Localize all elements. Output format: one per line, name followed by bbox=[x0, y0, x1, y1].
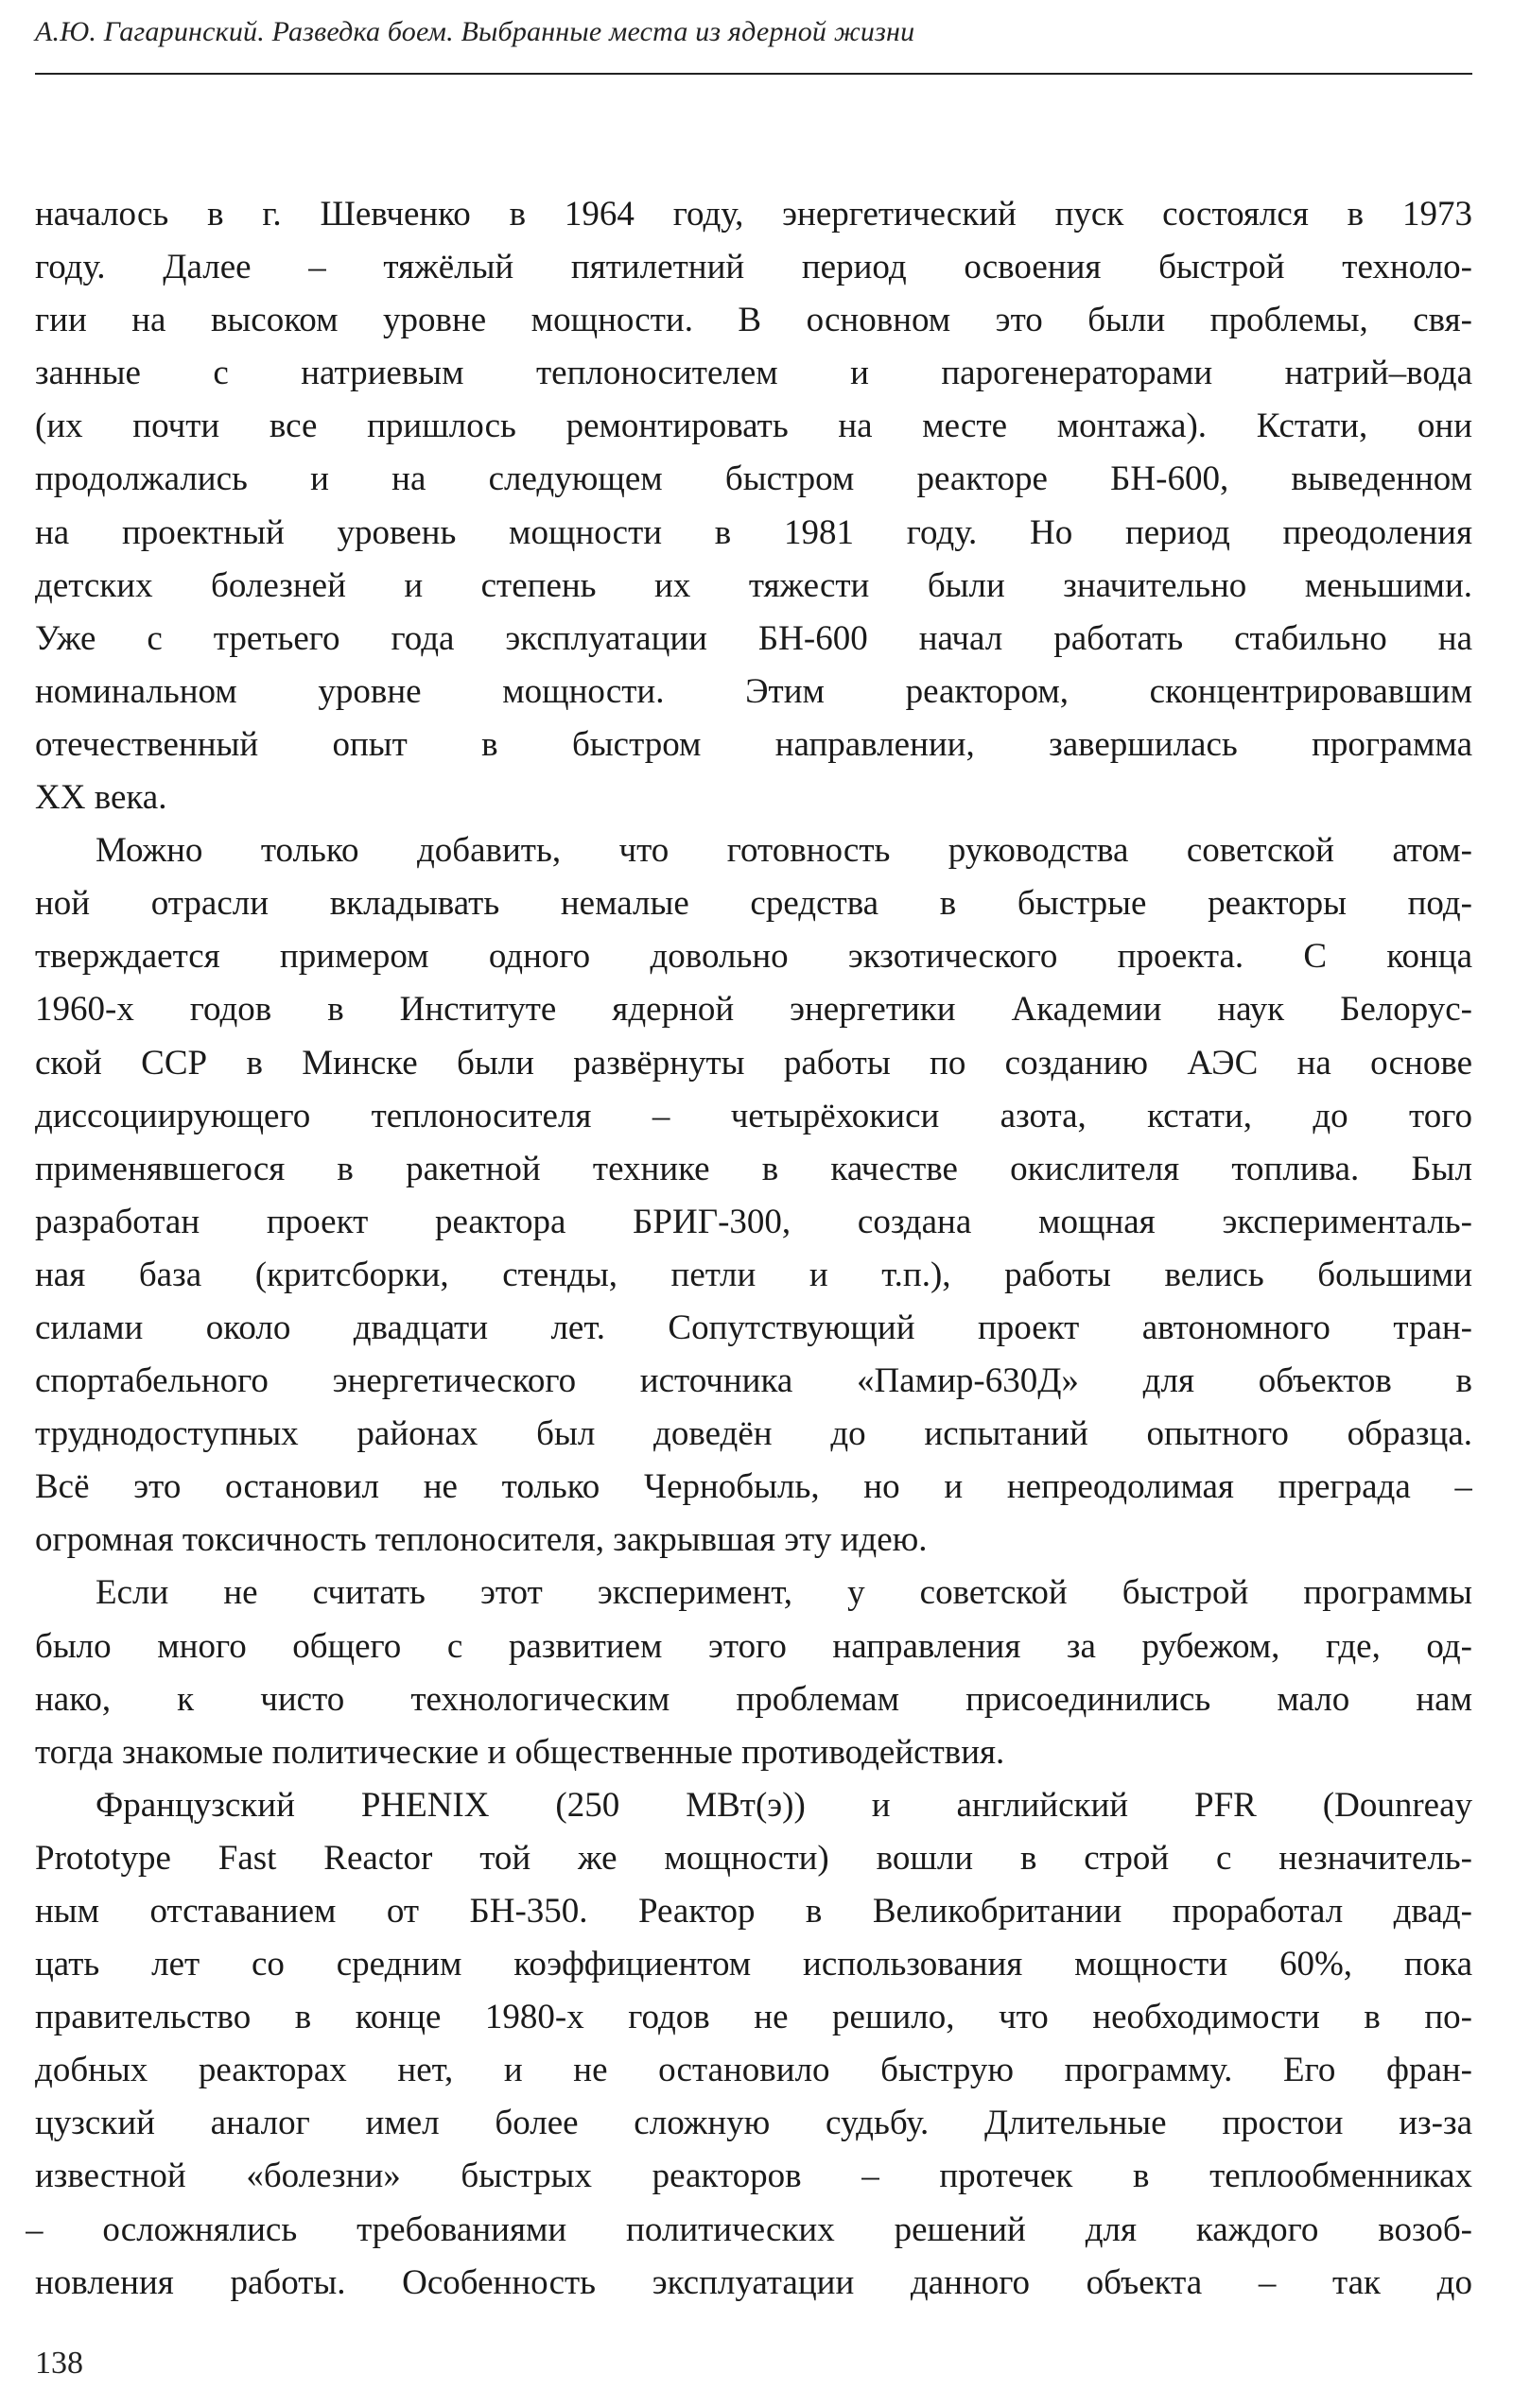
text-line: Можно только добавить, что готовность руководства советской атом- bbox=[96, 831, 1472, 871]
text-line: известной «болезни» быстрых реакторов – протечек в теплообменниках bbox=[35, 2157, 1472, 2196]
text-line: нако, к чисто технологическим проблемам присоединились мало нам bbox=[35, 1679, 1472, 1719]
text-line: ным отставанием от БН-350. Реактор в Великобритании проработал двад- bbox=[35, 1892, 1472, 1931]
text-line: Prototype Fast Reactor той же мощности) вошли в строй с незначитель- bbox=[35, 1838, 1472, 1878]
text-line: Всё это остановил не только Чернобыль, но и непреодолимая преграда – bbox=[35, 1467, 1472, 1507]
text-line: новления работы. Особенность эксплуатации данного объекта – так до bbox=[35, 2262, 1472, 2302]
running-header: А.Ю. Гагаринский. Разведка боем. Выбранные места из ядерной жизни bbox=[35, 16, 915, 47]
text-line: занные с натриевым теплоносителем и парогенераторами натрий–вода bbox=[35, 354, 1472, 393]
text-line: тогда знакомые политические и общественные противодействия. bbox=[35, 1732, 1005, 1772]
text-line: труднодоступных районах был доведён до испытаний опытного образца. bbox=[35, 1414, 1472, 1454]
text-line: (их почти все пришлось ремонтировать на месте монтажа). Кстати, они bbox=[35, 407, 1472, 446]
text-line: гии на высоком уровне мощности. В основном это были проблемы, свя- bbox=[35, 301, 1472, 340]
text-line: было много общего с развитием этого направления за рубежом, где, од- bbox=[35, 1626, 1472, 1666]
text-line: тверждается примером одного довольно экзотического проекта. С конца bbox=[35, 937, 1472, 977]
text-line: на проектный уровень мощности в 1981 году. Но период преодоления bbox=[35, 512, 1472, 552]
text-line: силами около двадцати лет. Сопутствующий проект автономного тран- bbox=[35, 1308, 1472, 1347]
text-line: Французский PHENIX (250 МВт(э)) и английский PFR (Dounreay bbox=[96, 1785, 1472, 1825]
text-line: началось в г. Шевченко в 1964 году, энергетический пуск состоялся в 1973 bbox=[35, 195, 1472, 234]
text-line: отечественный опыт в быстром направлении, завершилась программа bbox=[35, 724, 1472, 764]
text-line: ная база (критсборки, стенды, петли и т.п.), работы велись большими bbox=[35, 1255, 1472, 1294]
text-line: номинальном уровне мощности. Этим реактором, сконцентрировавшим bbox=[35, 671, 1472, 711]
body-text bbox=[26, 188, 1472, 2310]
header-rule bbox=[35, 73, 1472, 75]
text-line: огромная токсичность теплоносителя, закрывшая эту идею. bbox=[35, 1520, 928, 1560]
text-line: ской ССР в Минске были развёрнуты работы по созданию АЭС на основе bbox=[35, 1043, 1472, 1083]
text-line: Если не считать этот эксперимент, у советской быстрой программы bbox=[96, 1573, 1472, 1613]
text-line: Уже с третьего года эксплуатации БН-600 начал работать стабильно на bbox=[35, 618, 1472, 658]
text-line: продолжались и на следующем быстром реакторе БН-600, выведенном bbox=[35, 459, 1472, 499]
text-line: цузский аналог имел более сложную судьбу. Длительные простои из-за bbox=[35, 2104, 1472, 2143]
text-line: ной отрасли вкладывать немалые средства в быстрые реакторы под- bbox=[35, 884, 1472, 924]
text-line: цать лет со средним коэффициентом использования мощности 60%, пока bbox=[35, 1945, 1472, 1984]
text-line: применявшегося в ракетной технике в качестве окислителя топлива. Был bbox=[35, 1149, 1472, 1188]
page-number: 138 bbox=[35, 2346, 83, 2381]
text-line: диссоциирующего теплоносителя – четырёхокиси азота, кстати, до того bbox=[35, 1096, 1472, 1135]
text-line: правительство в конце 1980-х годов не решило, что необходимости в по- bbox=[35, 1998, 1472, 2037]
text-line: добных реакторах нет, и не остановило быструю программу. Его фран- bbox=[35, 2051, 1472, 2090]
text-line: – осложнялись требованиями политических решений для каждого возоб- bbox=[26, 2209, 1472, 2249]
text-line: спортабельного энергетического источника «Памир-630Д» для объектов в bbox=[35, 1361, 1472, 1401]
text-line: разработан проект реактора БРИГ-300, создана мощная эксперименталь- bbox=[35, 1202, 1472, 1241]
text-line: году. Далее – тяжёлый пятилетний период освоения быстрой техноло- bbox=[35, 248, 1472, 287]
text-line: XX века. bbox=[35, 778, 167, 818]
text-line: детских болезней и степень их тяжести были значительно меньшими. bbox=[35, 565, 1472, 605]
text-line: 1960-х годов в Институте ядерной энергетики Академии наук Белорус- bbox=[35, 990, 1472, 1030]
